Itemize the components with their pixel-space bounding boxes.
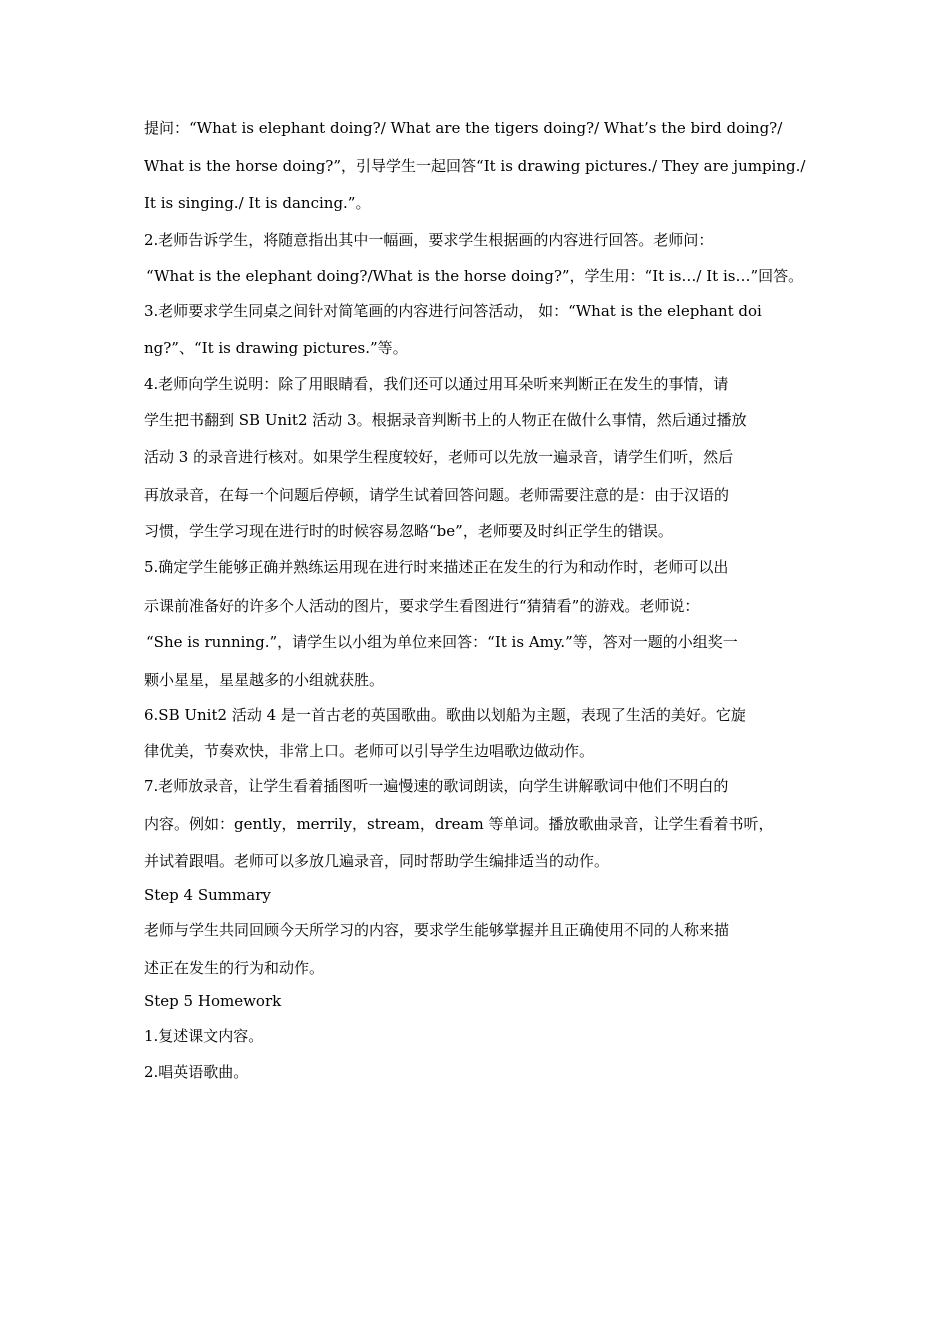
text-line: 并试着跟唱。老师可以多放几遍录音，同时帮助学生编排适当的动作。 — [144, 852, 610, 870]
section-heading-homework: Step 5 Homework — [144, 992, 282, 1010]
text-line: 律优美，节奏欢快，非常上口。老师可以引导学生边唱歌边做动作。 — [144, 742, 595, 760]
text-line: 习惯，学生学习现在进行时的时候容易忽略“be”，老师要及时纠正学生的错误。 — [144, 522, 673, 540]
text-line: “She is running.”，请学生以小组为单位来回答：“It is Amy.”等，答对一题的小组奖一 — [146, 633, 738, 651]
text-line: 活动 3 的录音进行核对。如果学生程度较好，老师可以先放一遍录音，请学生们听，然后 — [144, 448, 734, 466]
text-line: 颗小星星，星星越多的小组就获胜。 — [144, 671, 385, 689]
text-line: What is the horse doing?”，引导学生一起回答“It is drawing pictures./ They are jumping./ — [144, 157, 806, 175]
homework-item: 1.复述课文内容。 — [144, 1027, 264, 1045]
text-line: 老师与学生共同回顾今天所学习的内容，要求学生能够掌握并且正确使用不同的人称来描 — [144, 921, 730, 939]
text-line: 7.老师放录音，让学生看着插图听一遍慢速的歌词朗读，向学生讲解歌词中他们不明白的 — [144, 777, 729, 795]
text-line: 内容。例如：gently，merrily，stream，dream 等单词。播放歌曲录音，让学生看着书听， — [144, 815, 774, 833]
homework-item: 2.唱英语歌曲。 — [144, 1063, 249, 1081]
text-line: 再放录音，在每一个问题后停顿，请学生试着回答问题。老师需要注意的是：由于汉语的 — [144, 486, 730, 504]
text-line: It is singing./ It is dancing.”。 — [144, 194, 371, 212]
section-heading-summary: Step 4 Summary — [144, 886, 271, 904]
text-line: 3.老师要求学生同桌之间针对简笔画的内容进行问答活动， 如：“What is the elephant doi — [144, 302, 762, 320]
text-line: 提问：“What is elephant doing?/ What are the tigers doing?/ What’s the bird doing?/ — [144, 119, 783, 137]
text-line: 2.老师告诉学生，将随意指出其中一幅画，要求学生根据画的内容进行回答。老师问： — [144, 231, 714, 249]
text-line: “What is the elephant doing?/What is the horse doing?”，学生用：“It is…/ It is…”回答。 — [146, 267, 804, 285]
text-line: 6.SB Unit2 活动 4 是一首古老的英国歌曲。歌曲以划船为主题，表现了生活的美好。它旋 — [144, 706, 746, 724]
text-line: 4.老师向学生说明：除了用眼睛看，我们还可以通过用耳朵听来判断正在发生的事情，请 — [144, 375, 729, 393]
text-line: 述正在发生的行为和动作。 — [144, 959, 325, 977]
text-line: 示课前准备好的许多个人活动的图片，要求学生看图进行“猜猜看”的游戏。老师说： — [144, 597, 700, 615]
text-line: ng?”、“It is drawing pictures.”等。 — [144, 339, 408, 357]
text-line: 学生把书翻到 SB Unit2 活动 3。根据录音判断书上的人物正在做什么事情，然后通过播放 — [144, 411, 747, 429]
text-line: 5.确定学生能够正确并熟练运用现在进行时来描述正在发生的行为和动作时，老师可以出 — [144, 558, 729, 576]
